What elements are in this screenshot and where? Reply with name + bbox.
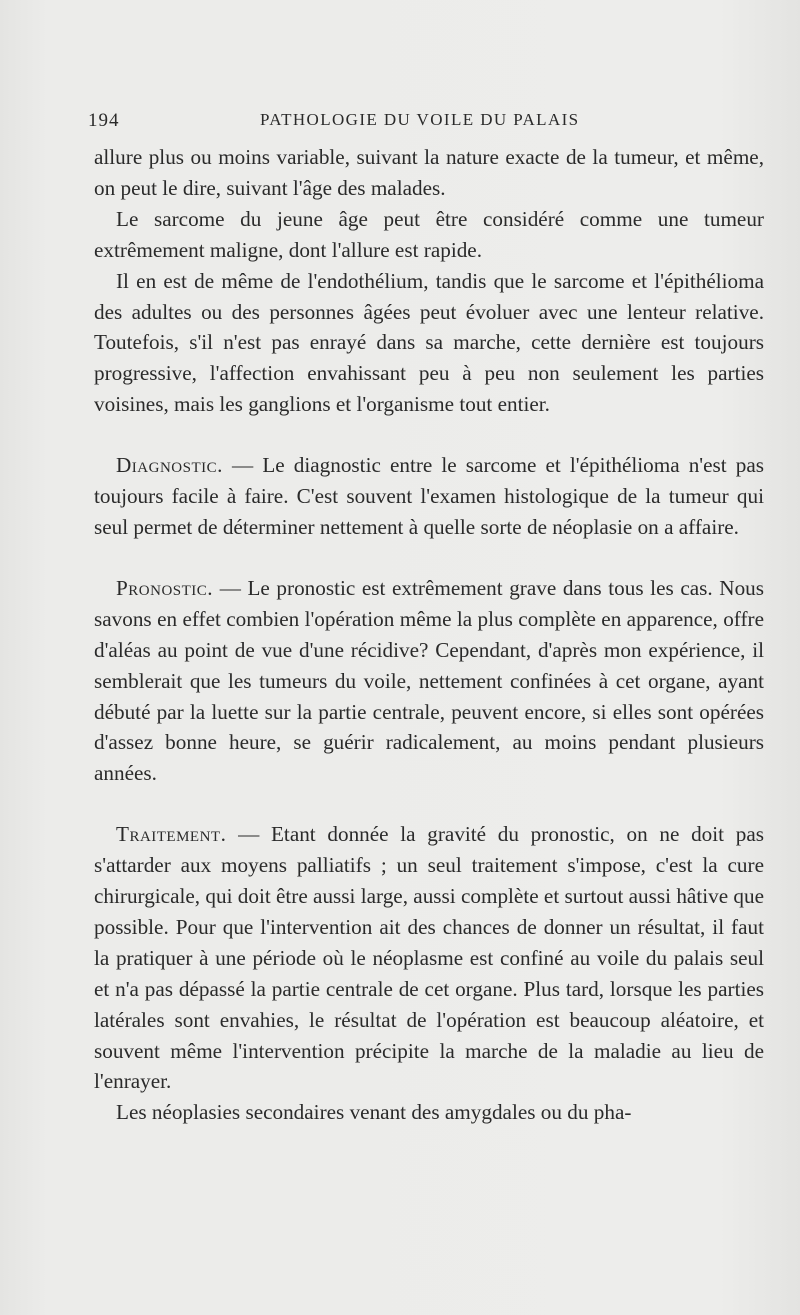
section-heading-diagnostic: Diagnostic. [116, 453, 223, 478]
page-number: 194 [88, 110, 120, 131]
running-title: PATHOLOGIE DU VOILE DU PALAIS [260, 110, 580, 129]
paragraph-traitement [94, 819, 764, 1097]
paragraph-pronostic [94, 573, 764, 789]
paragraph-continuation: allure plus ou moins variable, suivant la nature exacte de la tumeur, et même, on peut le dire, suivant l'âge des malades. [94, 145, 764, 200]
body-text [94, 142, 764, 1128]
pronostic-text: — Le pronostic est extrêmement grave dans tous les cas. Nous savons en effet combien l'opération même la plus complète en apparence, offre d'aléas au point de vue d'une récidive? Cependant, d'après mon expérience, il semblerait que les tumeurs du voile, nettement confinées à cet organe, ayant débuté par la luette sur la partie centrale, peuvent encore, si elles sont opérées d'assez bonne heure, se guérir radicalement, au moins pendant plusieurs années. [94, 575, 764, 786]
diagnostic-text: — Le diagnostic entre le sarcome et l'épithélioma n'est pas toujours facile à faire. C'est souvent l'examen histologique de la tumeur qui seul permet de déterminer nettement à quelle sorte de néoplasie on a affaire. [94, 453, 764, 539]
section-heading-traitement: Traitement. [116, 822, 227, 847]
paragraph-endothelium: Il en est de même de l'endothélium, tandis que le sarcome et l'épithélioma des adultes ou des personnes âgées peut évoluer avec une lenteur relative. Toutefois, s'il n'est pas enrayé dans sa marche, cette dernière est toujours progressive, l'affection envahissant peu à peu non seulement les parties voisines, mais les ganglions et l'organisme tout entier. [94, 268, 764, 417]
section-heading-pronostic: Pronostic. [116, 575, 214, 600]
paragraph-sarcome: Le sarcome du jeune âge peut être considéré comme une tumeur extrêmement maligne, dont l'allure est rapide. [94, 206, 764, 262]
page-header [88, 108, 778, 136]
traitement-text: — Etant donnée la gravité du pronostic, on ne doit pas s'attarder aux moyens palliatifs ; un seul traitement s'impose, c'est la cure chirurgicale, qui doit être aussi large, aussi complète et surtout aussi hâtive que possible. Pour que l'intervention ait des chances de donner un résultat, il faut la pratiquer à une période où le néoplasme est confiné au voile du palais seul et n'a pas dépassé la partie centrale de cet organe. Plus tard, lorsque les parties latérales sont envahies, le résultat de l'opération est beaucoup aléatoire, et souvent même l'intervention précipite la marche de la maladie au lieu de l'enrayer. [94, 822, 764, 1094]
paragraph-neoplasies: Les néoplasies secondaires venant des amygdales ou du pha- [116, 1100, 632, 1125]
paragraph-diagnostic [94, 450, 764, 543]
